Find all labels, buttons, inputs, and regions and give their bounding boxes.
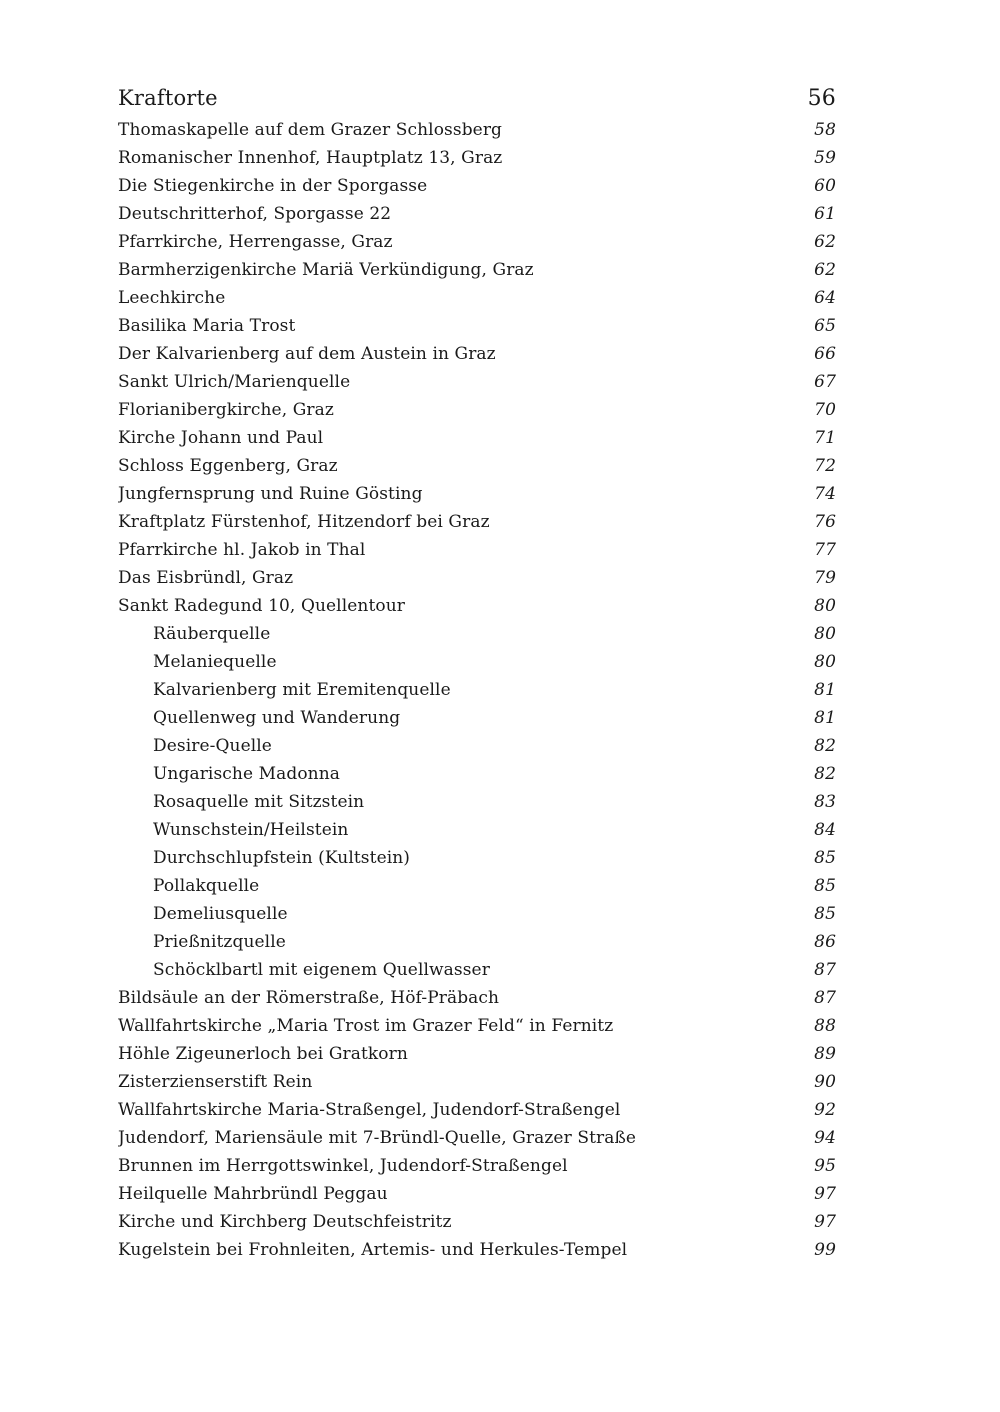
toc-entry-label: Die Stiegenkirche in der Sporgasse bbox=[118, 176, 428, 196]
toc-entry-page-number: 80 bbox=[814, 624, 836, 644]
toc-subentry bbox=[118, 816, 836, 844]
toc-entry-label: Rosaquelle mit Sitzstein bbox=[153, 792, 365, 812]
toc-entry bbox=[118, 984, 836, 1012]
toc-entry bbox=[118, 200, 836, 228]
toc-entry-label: Deutschritterhof, Sporgasse 22 bbox=[118, 204, 392, 224]
section-title: Kraftorte bbox=[118, 86, 218, 110]
toc-entry-page-number: 77 bbox=[814, 540, 836, 560]
toc-entry-page-number: 58 bbox=[814, 120, 836, 140]
toc-entry-label: Leechkirche bbox=[118, 288, 226, 308]
toc-entry-label: Heilquelle Mahrbründl Peggau bbox=[118, 1184, 388, 1204]
toc-entry bbox=[118, 452, 836, 480]
toc-entry-label: Desire-Quelle bbox=[153, 736, 272, 756]
toc-subentry bbox=[118, 956, 836, 984]
toc-entry bbox=[118, 312, 836, 340]
toc-entry bbox=[118, 256, 836, 284]
toc-entry-label: Brunnen im Herrgottswinkel, Judendorf-Straßengel bbox=[118, 1156, 568, 1176]
toc-entry-label: Melaniequelle bbox=[153, 652, 277, 672]
toc-entry-label: Wallfahrtskirche „Maria Trost im Grazer Feld“ in Fernitz bbox=[118, 1016, 614, 1036]
toc-entry-page-number: 70 bbox=[814, 400, 836, 420]
toc-entry-label: Bildsäule an der Römerstraße, Höf-Präbach bbox=[118, 988, 500, 1008]
toc-entry-label: Kugelstein bei Frohnleiten, Artemis- und Herkules-Tempel bbox=[118, 1240, 628, 1260]
toc-entry-page-number: 88 bbox=[814, 1016, 836, 1036]
toc-entry-label: Pollakquelle bbox=[153, 876, 260, 896]
toc-entry-page-number: 97 bbox=[814, 1212, 836, 1232]
toc-entry bbox=[118, 536, 836, 564]
toc-entry bbox=[118, 144, 836, 172]
toc-entry-page-number: 94 bbox=[814, 1128, 836, 1148]
toc-entry bbox=[118, 1180, 836, 1208]
toc-entry-page-number: 80 bbox=[814, 652, 836, 672]
toc-entry-label: Ungarische Madonna bbox=[153, 764, 341, 784]
toc-subentry bbox=[118, 732, 836, 760]
toc-entry bbox=[118, 228, 836, 256]
toc-entry-page-number: 87 bbox=[814, 960, 836, 980]
toc-entry-label: Pfarrkirche, Herrengasse, Graz bbox=[118, 232, 393, 252]
toc-entry-page-number: 62 bbox=[814, 260, 836, 280]
toc-entry-page-number: 59 bbox=[814, 148, 836, 168]
toc-subentry bbox=[118, 872, 836, 900]
toc-entry-label: Quellenweg und Wanderung bbox=[153, 708, 401, 728]
toc-entries bbox=[118, 116, 836, 1264]
toc-entry-page-number: 60 bbox=[814, 176, 836, 196]
toc-entry bbox=[118, 564, 836, 592]
toc-entry-label: Räuberquelle bbox=[153, 624, 271, 644]
section-heading bbox=[118, 86, 836, 116]
toc-entry-label: Schloss Eggenberg, Graz bbox=[118, 456, 338, 476]
toc-entry-label: Romanischer Innenhof, Hauptplatz 13, Graz bbox=[118, 148, 503, 168]
toc-entry bbox=[118, 1152, 836, 1180]
toc-entry-page-number: 82 bbox=[814, 736, 836, 756]
toc-entry-page-number: 97 bbox=[814, 1184, 836, 1204]
toc-entry bbox=[118, 1012, 836, 1040]
toc-entry-label: Höhle Zigeunerloch bei Gratkorn bbox=[118, 1044, 408, 1064]
toc-entry bbox=[118, 172, 836, 200]
toc-entry-label: Jungfernsprung und Ruine Gösting bbox=[118, 484, 423, 504]
toc-entry-page-number: 65 bbox=[814, 316, 836, 336]
toc-entry-page-number: 71 bbox=[814, 428, 836, 448]
toc-entry bbox=[118, 508, 836, 536]
toc-entry-page-number: 85 bbox=[814, 876, 836, 896]
toc-entry-label: Barmherzigenkirche Mariä Verkündigung, Graz bbox=[118, 260, 534, 280]
toc-entry-label: Prießnitzquelle bbox=[153, 932, 286, 952]
toc-subentry bbox=[118, 844, 836, 872]
toc-entry bbox=[118, 1040, 836, 1068]
toc-entry-label: Das Eisbründl, Graz bbox=[118, 568, 294, 588]
toc-entry-label: Sankt Radegund 10, Quellentour bbox=[118, 596, 406, 616]
toc-entry bbox=[118, 480, 836, 508]
toc-entry-label: Demeliusquelle bbox=[153, 904, 288, 924]
toc-entry-page-number: 86 bbox=[814, 932, 836, 952]
toc-entry-page-number: 99 bbox=[814, 1240, 836, 1260]
toc-entry-page-number: 95 bbox=[814, 1156, 836, 1176]
toc-entry-label: Wunschstein/Heilstein bbox=[153, 820, 349, 840]
toc-entry-label: Pfarrkirche hl. Jakob in Thal bbox=[118, 540, 366, 560]
toc-subentry bbox=[118, 928, 836, 956]
toc-entry-page-number: 81 bbox=[814, 680, 836, 700]
toc-entry-page-number: 64 bbox=[814, 288, 836, 308]
toc-subentry bbox=[118, 788, 836, 816]
toc-entry bbox=[118, 284, 836, 312]
toc-entry-page-number: 83 bbox=[814, 792, 836, 812]
toc-entry-label: Florianibergkirche, Graz bbox=[118, 400, 334, 420]
toc-entry-page-number: 67 bbox=[814, 372, 836, 392]
toc-entry-page-number: 84 bbox=[814, 820, 836, 840]
toc-entry-label: Kalvarienberg mit Eremitenquelle bbox=[153, 680, 451, 700]
toc-entry-page-number: 74 bbox=[814, 484, 836, 504]
toc-entry-page-number: 76 bbox=[814, 512, 836, 532]
toc-entry bbox=[118, 340, 836, 368]
toc-entry-page-number: 79 bbox=[814, 568, 836, 588]
toc-entry-page-number: 87 bbox=[814, 988, 836, 1008]
toc-entry-label: Kirche und Kirchberg Deutschfeistritz bbox=[118, 1212, 452, 1232]
toc-entry bbox=[118, 396, 836, 424]
toc-entry-label: Judendorf, Mariensäule mit 7-Bründl-Quelle, Grazer Straße bbox=[118, 1128, 637, 1148]
toc-entry bbox=[118, 1096, 836, 1124]
toc-entry bbox=[118, 424, 836, 452]
toc-entry-page-number: 62 bbox=[814, 232, 836, 252]
toc-entry-label: Basilika Maria Trost bbox=[118, 316, 296, 336]
toc-entry bbox=[118, 1208, 836, 1236]
toc-entry-page-number: 90 bbox=[814, 1072, 836, 1092]
section-page-number: 56 bbox=[807, 86, 836, 111]
toc-entry-page-number: 85 bbox=[814, 904, 836, 924]
toc-entry-label: Zisterzienserstift Rein bbox=[118, 1072, 313, 1092]
toc-entry-label: Kraftplatz Fürstenhof, Hitzendorf bei Graz bbox=[118, 512, 490, 532]
toc-subentry bbox=[118, 760, 836, 788]
toc-entry-page-number: 80 bbox=[814, 596, 836, 616]
toc-subentry bbox=[118, 648, 836, 676]
toc-entry-page-number: 66 bbox=[814, 344, 836, 364]
toc-entry-page-number: 89 bbox=[814, 1044, 836, 1064]
toc-entry-label: Thomaskapelle auf dem Grazer Schlossberg bbox=[118, 120, 503, 140]
toc-entry bbox=[118, 1124, 836, 1152]
toc-entry-page-number: 61 bbox=[814, 204, 836, 224]
toc-subentry bbox=[118, 620, 836, 648]
toc-entry-label: Wallfahrtskirche Maria-Straßengel, Judendorf-Straßengel bbox=[118, 1100, 621, 1120]
toc-entry-page-number: 72 bbox=[814, 456, 836, 476]
toc-entry-label: Sankt Ulrich/Marienquelle bbox=[118, 372, 351, 392]
toc-entry-page-number: 85 bbox=[814, 848, 836, 868]
toc-subentry bbox=[118, 704, 836, 732]
toc-entry bbox=[118, 368, 836, 396]
toc-subentry bbox=[118, 676, 836, 704]
toc-entry bbox=[118, 1236, 836, 1264]
toc-entry-label: Durchschlupfstein (Kultstein) bbox=[153, 848, 411, 868]
toc-entry bbox=[118, 1068, 836, 1096]
toc-entry-page-number: 92 bbox=[814, 1100, 836, 1120]
toc-entry-label: Schöcklbartl mit eigenem Quellwasser bbox=[153, 960, 490, 980]
toc-entry-page-number: 81 bbox=[814, 708, 836, 728]
toc-entry bbox=[118, 116, 836, 144]
toc-entry-page-number: 82 bbox=[814, 764, 836, 784]
table-of-contents bbox=[118, 86, 836, 1264]
toc-entry bbox=[118, 592, 836, 620]
toc-entry-label: Der Kalvarienberg auf dem Austein in Graz bbox=[118, 344, 496, 364]
toc-entry-label: Kirche Johann und Paul bbox=[118, 428, 324, 448]
toc-subentry bbox=[118, 900, 836, 928]
